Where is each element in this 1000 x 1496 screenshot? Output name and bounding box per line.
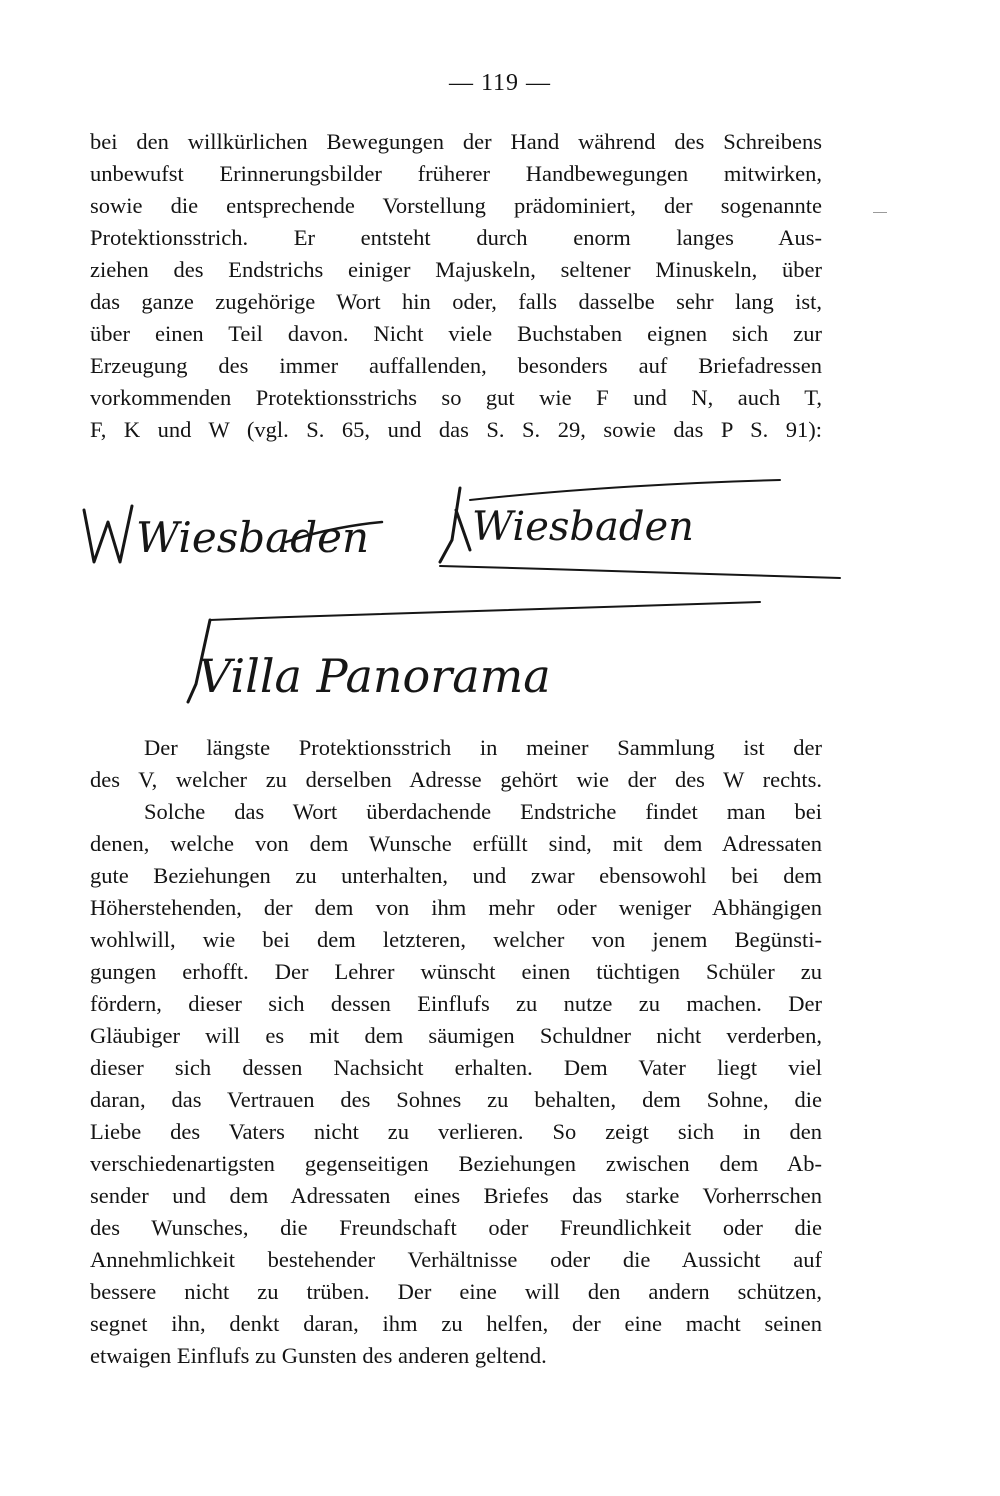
text-line: Protektionsstrich. Er entsteht durch enorm langes Aus- (90, 225, 822, 250)
text-line: unbewufst Erinnerungsbilder früherer Handbewegungen mitwirken, (90, 161, 822, 186)
specimen-1-word: Wiesbaden (136, 513, 369, 562)
text-line: Der längste Protektionsstrich in meiner Sammlung ist der (144, 735, 822, 760)
text-line: segnet ihn, denkt daran, ihm zu helfen, der eine macht seinen (90, 1311, 822, 1336)
text-line: denen, welche von dem Wunsche erfüllt sind, mit dem Adressaten (90, 831, 822, 856)
text-line: sender und dem Adressaten eines Briefes das starke Vorherrschen (90, 1183, 822, 1208)
text-line: wohlwill, wie bei dem letzteren, welcher von jenem Begünsti- (90, 927, 822, 952)
text-line: Erzeugung des immer auffallenden, besonders auf Briefadressen (90, 353, 822, 378)
text-line: Annehmlichkeit bestehender Verhältnisse oder die Aussicht auf (90, 1247, 822, 1272)
specimen-1 (84, 506, 382, 562)
margin-mark (873, 212, 887, 213)
text-line: Solche das Wort überdachende Endstriche findet man bei (144, 799, 822, 824)
specimen-3 (188, 602, 760, 703)
specimens-drawing (60, 470, 860, 720)
specimen-2-word: Wiesbaden (472, 504, 694, 550)
text-line: dieser sich dessen Nachsicht erhalten. Dem Vater liegt viel (90, 1055, 822, 1080)
text-line: ziehen des Endstrichs einiger Majuskeln, seltener Minuskeln, über (90, 257, 822, 282)
text-line: etwaigen Einflufs zu Gunsten des anderen geltend. (90, 1343, 547, 1368)
page-number: — 119 — (448, 70, 552, 96)
text-line: des V, welcher zu derselben Adresse gehört wie der des W rechts. (90, 767, 822, 792)
text-line: fördern, dieser sich dessen Einflufs zu nutze zu machen. Der (90, 991, 822, 1016)
paragraph-top (90, 126, 822, 446)
specimen-2 (440, 480, 840, 578)
text-line: sowie die entsprechende Vorstellung prädominiert, der sogenannte (90, 193, 822, 218)
text-line: vorkommenden Protektionsstrichs so gut wie F und N, auch T, (90, 385, 822, 410)
text-line: das ganze zugehörige Wort hin oder, falls dasselbe sehr lang ist, (90, 289, 822, 314)
text-line: bessere nicht zu trüben. Der eine will den andern schützen, (90, 1279, 822, 1304)
paragraph-middle (90, 732, 822, 796)
paragraph-bottom (90, 796, 822, 1372)
text-line: F, K und W (vgl. S. 65, und das S. S. 29, sowie das P S. 91): (90, 417, 822, 442)
handwriting-specimens (60, 470, 860, 720)
text-line: über einen Teil davon. Nicht viele Buchstaben eignen sich zur (90, 321, 822, 346)
text-line: Gläubiger will es mit dem säumigen Schuldner nicht verderben, (90, 1023, 822, 1048)
text-line: bei den willkürlichen Bewegungen der Hand während des Schreibens (90, 129, 822, 154)
text-line: verschiedenartigsten gegenseitigen Beziehungen zwischen dem Ab- (90, 1151, 822, 1176)
text-line: gungen erhofft. Der Lehrer wünscht einen tüchtigen Schüler zu (90, 959, 822, 984)
text-line: daran, das Vertrauen des Sohnes zu behalten, dem Sohne, die (90, 1087, 822, 1112)
text-line: gute Beziehungen zu unterhalten, und zwar ebensowohl bei dem (90, 863, 822, 888)
text-line: des Wunsches, die Freundschaft oder Freundlichkeit oder die (90, 1215, 822, 1240)
text-line: Höherstehenden, der dem von ihm mehr oder weniger Abhängigen (90, 895, 822, 920)
text-line: Liebe des Vaters nicht zu verlieren. So zeigt sich in den (90, 1119, 822, 1144)
specimen-3-word: Villa Panorama (198, 649, 551, 703)
